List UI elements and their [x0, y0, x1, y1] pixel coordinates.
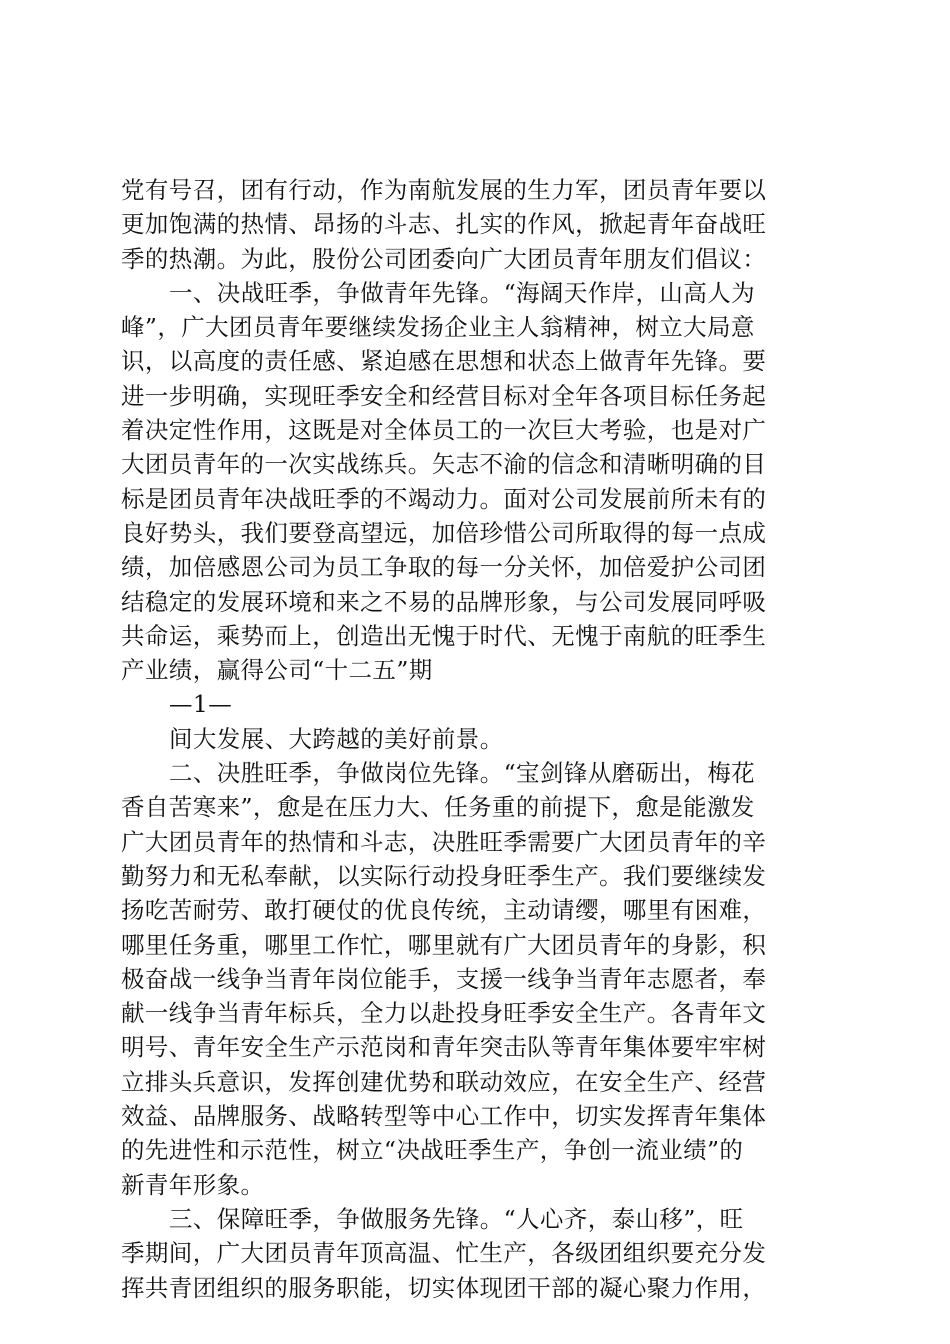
text-line: 进一步明确，实现旺季安全和经营目标对全年各项目标任务起 — [121, 381, 767, 410]
text-line: 良好势头，我们要登高望远，加倍珍惜公司所取得的每一点成 — [121, 518, 767, 547]
text-line: 立排头兵意识，发挥创建优势和联动效应，在安全生产、经营 — [121, 1067, 767, 1096]
text-line: 挥共青团组织的服务职能，切实体现团干部的凝心聚力作用， — [121, 1273, 767, 1302]
text-line: 极奋战一线争当青年岗位能手，支援一线争当青年志愿者，奉 — [121, 964, 767, 993]
text-line: 明号、青年安全生产示范岗和青年突击队等青年集体要牢牢树 — [121, 1033, 767, 1062]
text-line: 大团员青年的一次实战练兵。矢志不渝的信念和清晰明确的目 — [121, 450, 767, 479]
text-line: 结稳定的发展环境和来之不易的品牌形象，与公司发展同呼吸 — [121, 587, 767, 616]
text-line: 香自苦寒来”，愈是在压力大、任务重的前提下，愈是能激发 — [121, 793, 755, 822]
text-line: 共命运，乘势而上，创造出无愧于时代、无愧于南航的旺季生 — [121, 621, 767, 650]
text-line: 着决定性作用，这既是对全体员工的一次巨大考验，也是对广 — [121, 416, 767, 445]
text-line: 峰”，广大团员青年要继续发扬企业主人翁精神，树立大局意 — [121, 313, 755, 342]
text-line: 献一线争当青年标兵，全力以赴投身旺季安全生产。各青年文 — [121, 999, 767, 1028]
text-line: 的先进性和示范性，树立“决战旺季生产，争创一流业绩”的 — [121, 1136, 744, 1165]
text-line: 识，以高度的责任感、紧迫感在思想和状态上做青年先锋。要 — [121, 347, 767, 376]
text-line: 广大团员青年的热情和斗志，决胜旺季需要广大团员青年的辛 — [121, 827, 767, 856]
text-line: 标是团员青年决战旺季的不竭动力。面对公司发展前所未有的 — [121, 484, 767, 513]
text-line: 季期间，广大团员青年顶高温、忙生产，各级团组织要充分发 — [121, 1239, 767, 1268]
text-line: 一、决战旺季，争做青年先锋。“海阔天作岸，山高人为 — [169, 278, 756, 307]
document-body — [121, 173, 833, 1305]
text-line: 扬吃苦耐劳、敢打硬仗的优良传统，主动请缨，哪里有困难， — [121, 896, 767, 925]
text-line: 二、决胜旺季，争做岗位先锋。“宝剑锋从磨砺出，梅花 — [169, 759, 756, 788]
text-line: 新青年形象。 — [121, 1170, 265, 1199]
text-line: 效益、品牌服务、战略转型等中心工作中，切实发挥青年集体 — [121, 1102, 767, 1131]
text-line: 三、保障旺季，争做服务先锋。“人心齐，泰山移”，旺 — [169, 1204, 744, 1233]
page-number: —1— — [169, 690, 233, 719]
text-line: 更加饱满的热情、昂扬的斗志、扎实的作风，掀起青年奋战旺 — [121, 210, 767, 239]
text-line: 哪里任务重，哪里工作忙，哪里就有广大团员青年的身影，积 — [121, 930, 767, 959]
text-line: 党有号召，团有行动，作为南航发展的生力军，团员青年要以 — [121, 176, 767, 204]
text-line: 绩，加倍感恩公司为员工争取的每一分关怀，加倍爱护公司团 — [121, 553, 767, 582]
text-line: 产业绩，赢得公司“十二五”期 — [121, 656, 433, 685]
text-line: 季的热潮。为此，股份公司团委向广大团员青年朋友们倡议： — [121, 244, 767, 273]
text-line: 勤努力和无私奉献，以实际行动投身旺季生产。我们要继续发 — [121, 861, 767, 890]
text-line: 间大发展、大跨越的美好前景。 — [169, 724, 504, 753]
